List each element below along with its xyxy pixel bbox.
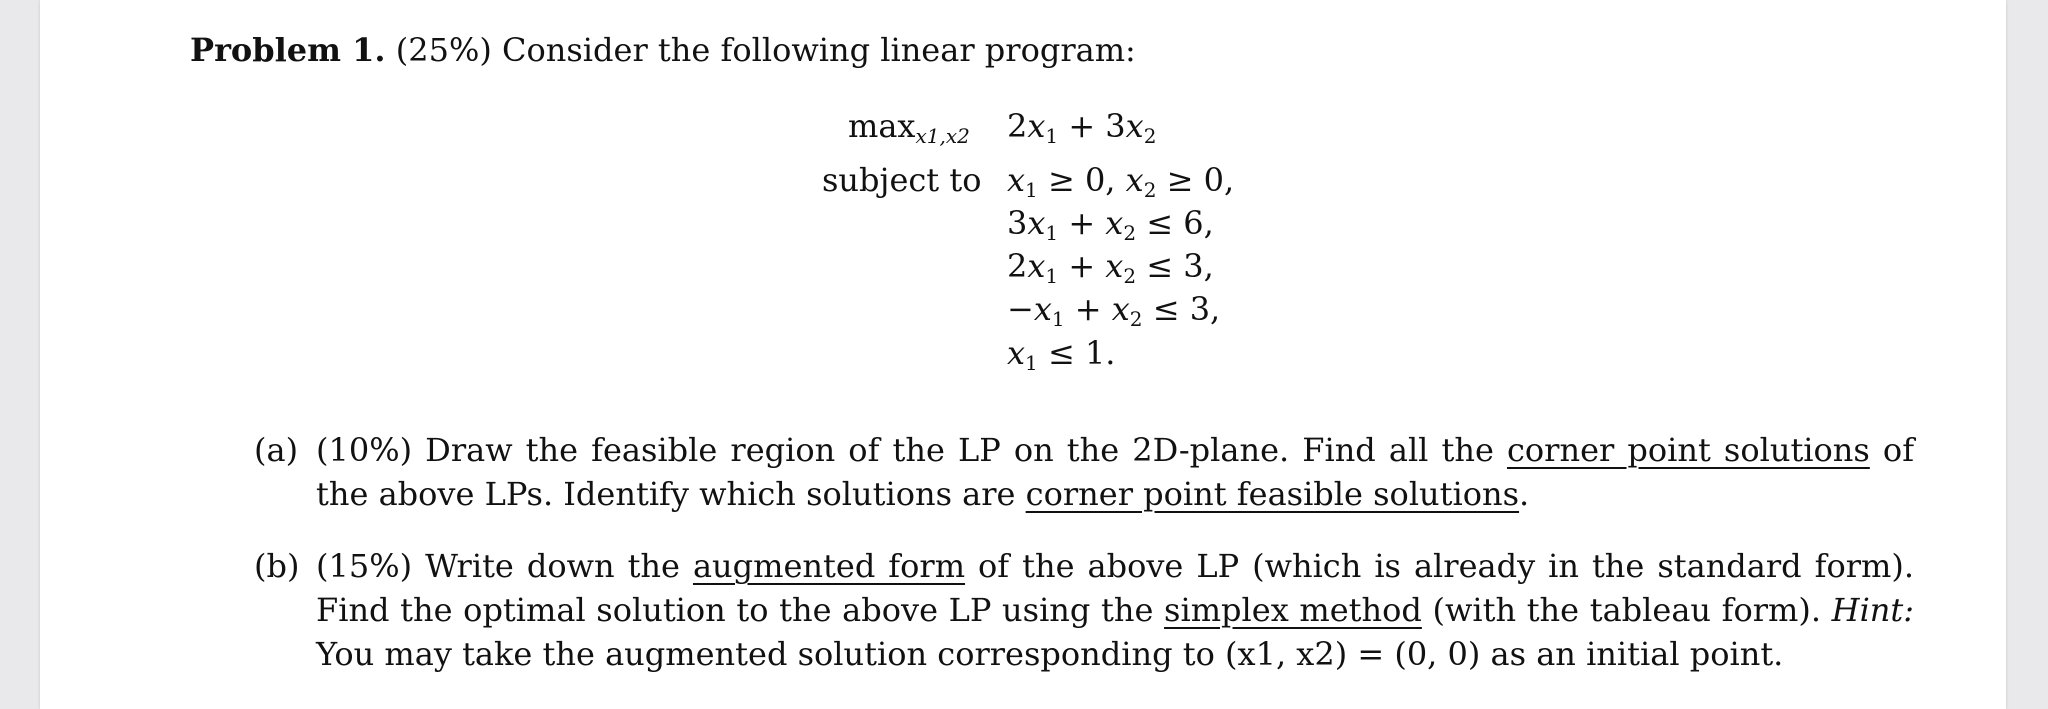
term-simplex-method: simplex method <box>1164 591 1422 629</box>
part-a-label: (a) <box>254 431 299 469</box>
constraint-1: $3x_1 + x_2 \le 6$, <box>1007 204 1214 245</box>
term-corner-point-solutions: corner point solutions <box>1506 431 1870 469</box>
document-page <box>40 0 2006 709</box>
problem-heading <box>190 30 1136 70</box>
problem-label: Problem 1. <box>190 31 386 69</box>
part-b-label: (b) <box>254 547 300 585</box>
max-label: $\max_{x1,x2}$ <box>848 107 970 148</box>
term-augmented-form: augmented form <box>692 547 966 585</box>
constraint-nonneg: $x_1 \ge 0$, $x_2 \ge 0$, <box>1007 161 1235 202</box>
problem-weight: (25%) <box>395 31 492 69</box>
part-a <box>254 428 1914 516</box>
constraint-3: $-x_1 + x_2 \le 3$, <box>1007 290 1221 331</box>
problem-intro: Consider the following linear program: <box>502 31 1136 69</box>
term-corner-point-feasible-solutions: corner point feasible solutions <box>1025 475 1520 513</box>
subject-to-label: subject to <box>822 161 982 199</box>
objective-function: $2x_1 + 3x_2$ <box>1007 107 1157 148</box>
constraint-4: $x_1 \le 1$. <box>1007 334 1116 375</box>
part-b-body: (15%) Write down the augmented form of the above LP (which is already in the standard form). Find the optimal solution to the above LP using the simplex method (with the tableau form). Hint: You may take the augmented solution corresponding to (x1, x2) = (0, 0) as an initial point. <box>316 547 1915 673</box>
part-a-body: (10%) Draw the feasible region of the LP on the 2D-plane. Find all the corner point solutions of the above LPs. Identify which solutions are corner point feasible solutions. <box>316 431 1915 513</box>
part-b <box>254 544 1914 676</box>
hint-label: Hint: <box>1831 591 1915 629</box>
constraint-2: $2x_1 + x_2 \le 3$, <box>1007 247 1214 288</box>
